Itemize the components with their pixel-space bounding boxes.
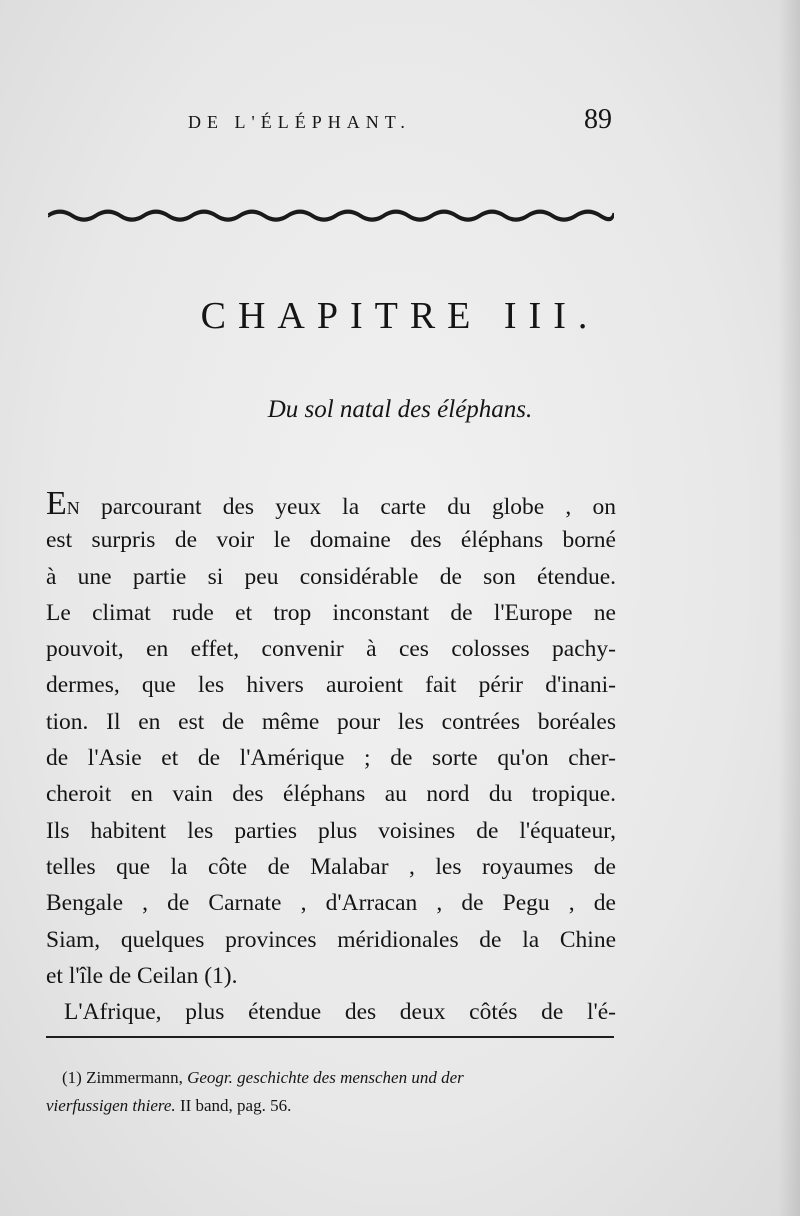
page-number: 89 (584, 104, 612, 135)
chapter-title: CHAPITRE III. (200, 295, 600, 337)
text-line: Bengale , de Carnate , d'Arracan , de Pegu , de (46, 890, 616, 917)
footnote-author: Zimmermann, (86, 1068, 183, 1087)
footnote-marker: (1) (62, 1068, 82, 1087)
footnote-reference: II band, pag. 56. (179, 1096, 292, 1115)
body-text (46, 486, 616, 1030)
text-line: L'Afrique, plus étendue des deux côtés de l'é- (64, 999, 616, 1026)
footnote-line (46, 1064, 614, 1092)
text-line: tion. Il en est de même pour les contrées boréales (46, 708, 616, 735)
wavy-ornamental-rule (48, 203, 614, 223)
footnote-title-cont: vierfussigen thiere. (46, 1096, 176, 1115)
text-line-content: parcourant des yeux la carte du globe , on (79, 494, 616, 520)
footnote-title: Geogr. geschichte des menschen und der (187, 1068, 464, 1087)
text-line (46, 486, 616, 522)
text-line: et l'île de Ceilan (1). (46, 962, 238, 989)
drop-capital: E (46, 485, 67, 522)
text-line: dermes, que les hivers auroient fait périr d'inani- (46, 672, 616, 699)
text-line: Ils habitent les parties plus voisines de l'équateur, (46, 817, 616, 844)
text-line: telles que la côte de Malabar , les royaumes de (46, 853, 616, 880)
running-title: DE L'ÉLÉPHANT. (188, 112, 411, 132)
text-line: pouvoit, en effet, convenir à ces colosses pachy- (46, 636, 616, 663)
text-line: est surpris de voir le domaine des éléphans borné (46, 527, 616, 554)
text-line: de l'Asie et de l'Amérique ; de sorte qu'on cher- (46, 745, 616, 772)
text-line: cheroit en vain des éléphans au nord du tropique. (46, 781, 616, 808)
text-line: à une partie si peu considérable de son étendue. (46, 563, 616, 590)
chapter-subtitle: Du sol natal des éléphans. (267, 396, 533, 423)
drop-capital-rest: N (66, 498, 80, 518)
footnote-divider (46, 1036, 614, 1038)
footnote (46, 1064, 614, 1120)
text-line: Siam, quelques provinces méridionales de la Chine (46, 926, 616, 953)
footnote-line (46, 1092, 614, 1120)
text-line: Le climat rude et trop inconstant de l'Europe ne (46, 599, 616, 626)
page-edge-shadow (778, 0, 800, 1216)
